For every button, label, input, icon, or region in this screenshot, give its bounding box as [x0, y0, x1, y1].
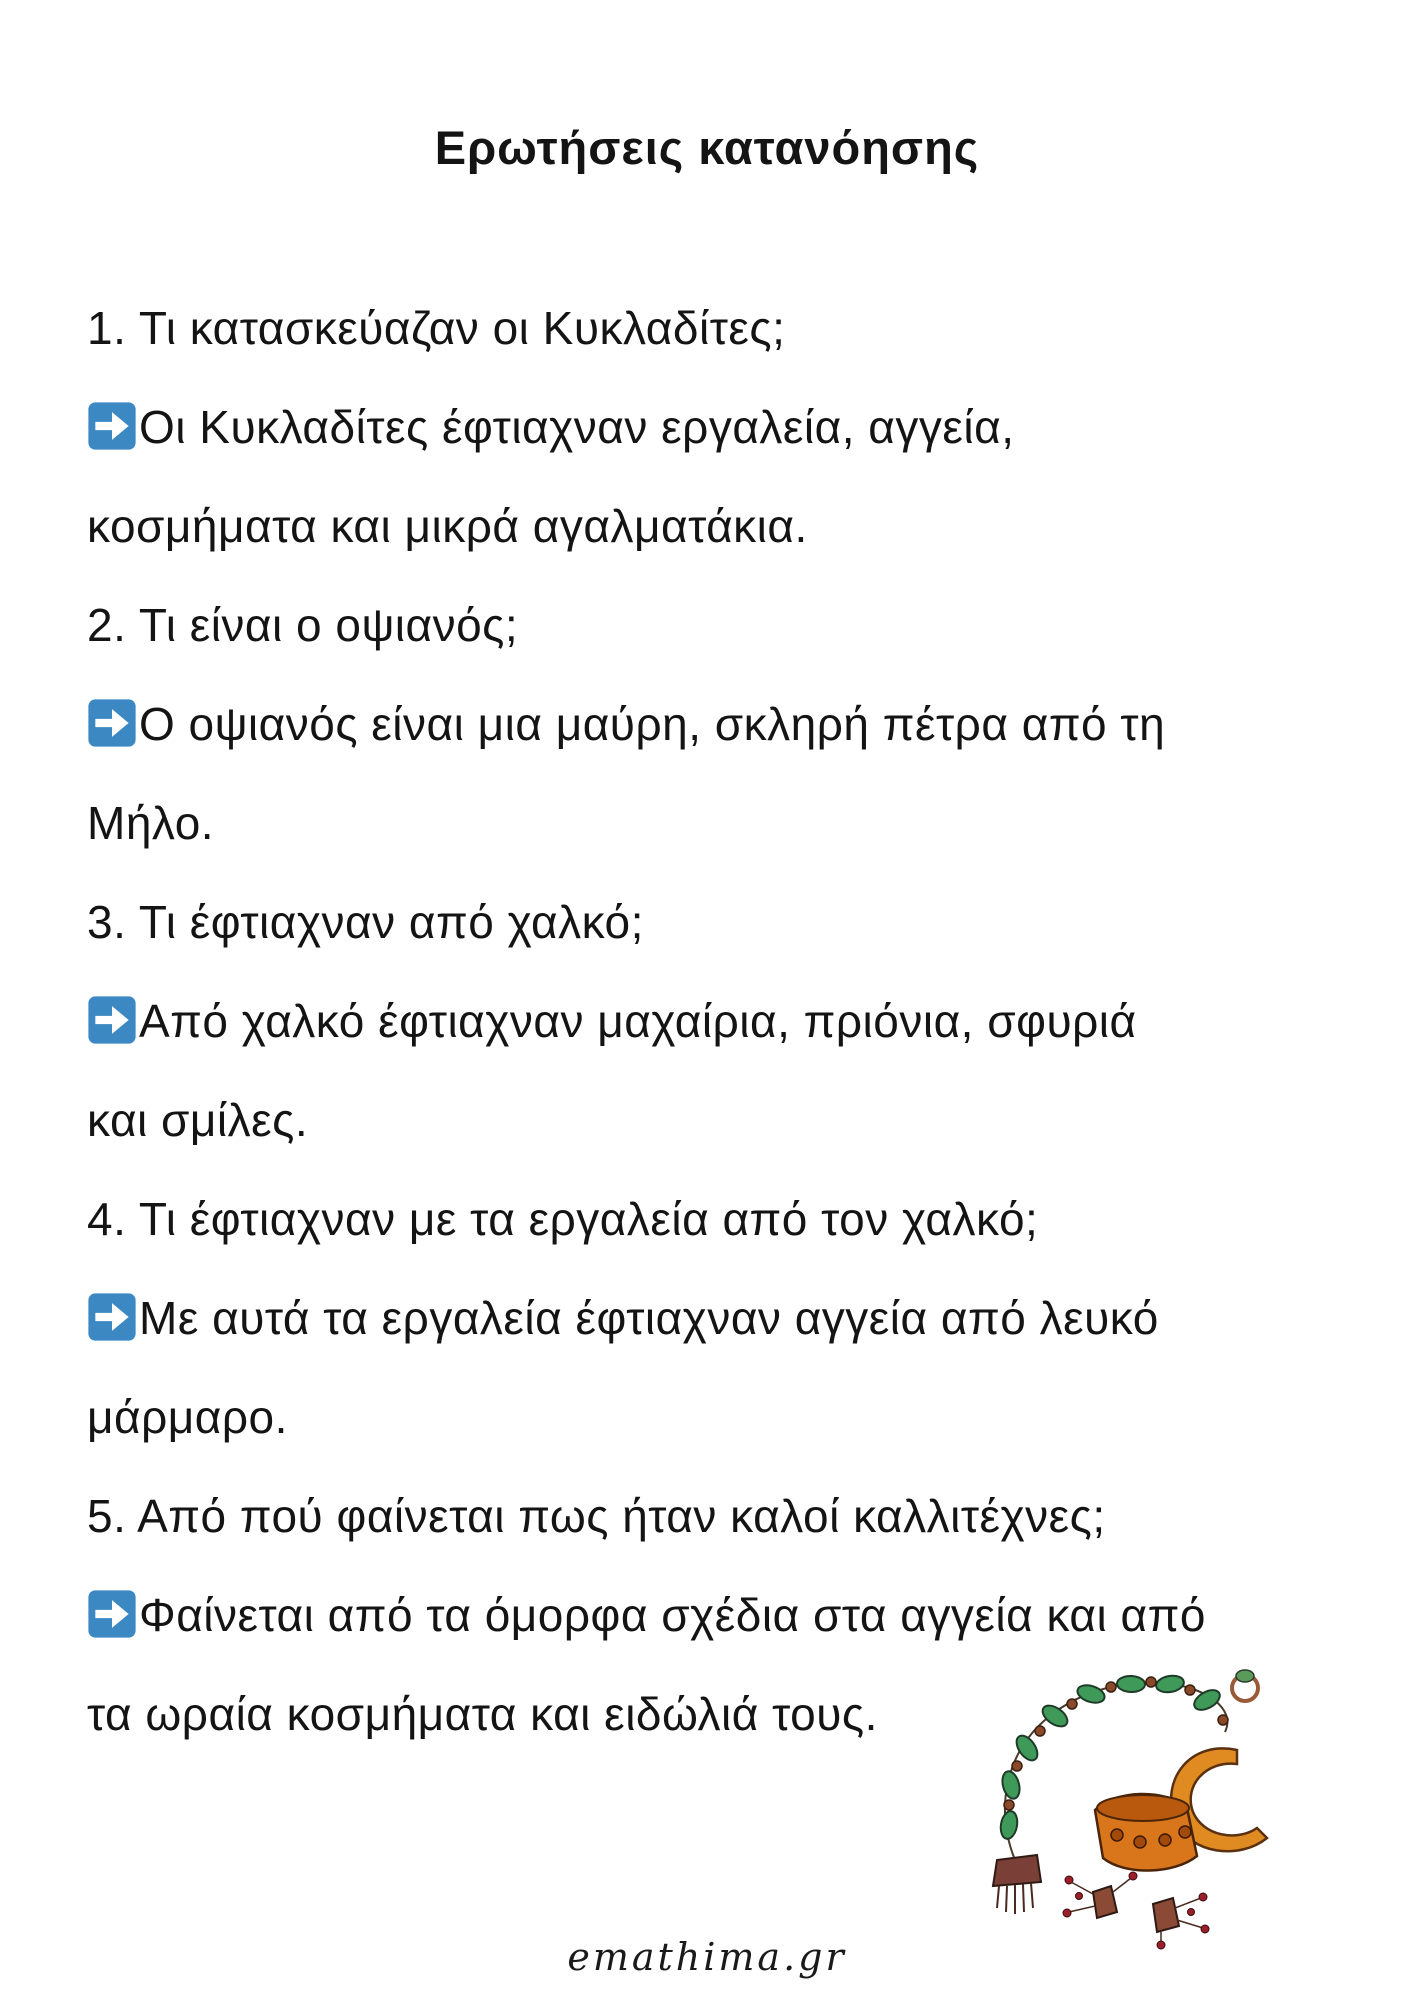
answer-4-line-1: Με αυτά τα εργαλεία έφτιαχναν αγγεία από λευκό — [139, 1292, 1159, 1344]
question-5: 5. Από πού φαίνεται πως ήταν καλοί καλλιτέχνες; — [87, 1490, 1106, 1542]
answer-1-line-2: κοσμήματα και μικρά αγαλματάκια. — [87, 500, 808, 552]
jewelry-illustration — [975, 1660, 1295, 1950]
right-arrow-icon — [87, 401, 137, 451]
question-2: 2. Τι είναι ο οψιανός; — [87, 599, 519, 651]
answer-5-line-1: Φαίνεται από τα όμορφα σχέδια στα αγγεία και από — [139, 1589, 1206, 1641]
answer-5 — [87, 1566, 1387, 1665]
right-arrow-icon — [87, 995, 137, 1045]
answer-4-line-2: μάρμαρο. — [87, 1391, 288, 1443]
answer-1 — [87, 378, 1387, 477]
answer-2-line-2: Μήλο. — [87, 797, 215, 849]
question-1: 1. Τι κατασκεύαζαν οι Κυκλαδίτες; — [87, 302, 786, 354]
answer-3-line-1: Από χαλκό έφτιαχναν μαχαίρια, πριόνια, σφυριά — [139, 995, 1137, 1047]
answer-4 — [87, 1269, 1387, 1368]
answer-1-line-1: Οι Κυκλαδίτες έφτιαχναν εργαλεία, αγγεία, — [139, 401, 1015, 453]
answer-2 — [87, 675, 1387, 774]
answer-2-line-1: Ο οψιανός είναι μια μαύρη, σκληρή πέτρα από τη — [139, 698, 1166, 750]
right-arrow-icon — [87, 698, 137, 748]
answer-3 — [87, 972, 1387, 1071]
answer-3-line-2: και σμίλες. — [87, 1094, 309, 1146]
questions-list — [87, 279, 1387, 1764]
question-4: 4. Τι έφτιαχναν με τα εργαλεία από τον χαλκό; — [87, 1193, 1039, 1245]
page-title: Ερωτήσεις κατανόησης — [434, 121, 980, 174]
right-arrow-icon — [87, 1589, 137, 1639]
answer-5-line-2: τα ωραία κοσμήματα και ειδώλιά τους. — [87, 1688, 878, 1740]
site-logo: emathima.gr — [567, 1935, 847, 1979]
right-arrow-icon — [87, 1292, 137, 1342]
question-3: 3. Τι έφτιαχναν από χαλκό; — [87, 896, 644, 948]
